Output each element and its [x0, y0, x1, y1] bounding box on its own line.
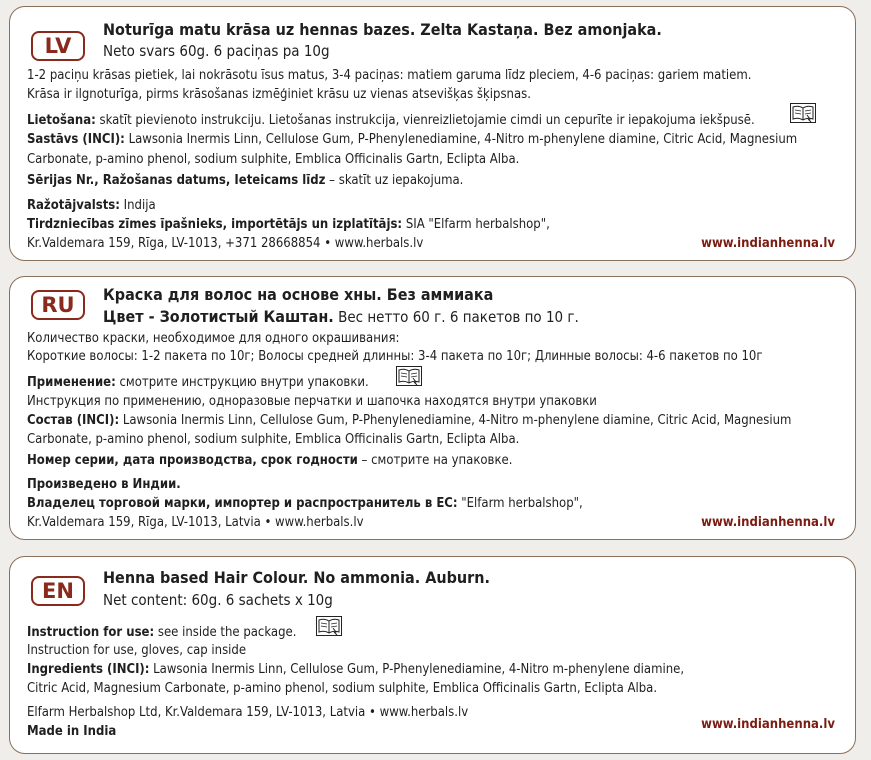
- ru-ingredients-line-1: [27, 413, 791, 429]
- lv-warning: Krāsa ir ilgnoturīga, pirms krāsošanas izmēģiniet krāsu uz vienas atsevišķas šķipsnas.: [27, 87, 531, 102]
- ru-batch-label: Номер серии, дата производства, срок годности: [27, 453, 358, 468]
- open-book-icon: [316, 616, 342, 636]
- lv-ingredients-label: Sastāvs (INCI):: [27, 132, 125, 147]
- lv-ingredients-text-1: Lawsonia Inermis Linn, Cellulose Gum, P-Phenylenediamine, 4-Nitro m-phenylene diamine, Citric Acid, Magnesium: [124, 132, 798, 147]
- lv-address: Kr.Valdemara 159, Rīga, LV-1013, +371 28668854 • www.herbals.lv: [27, 236, 424, 251]
- lv-batch-label: Sērijas Nr., Ražošanas datums, Ieteicams līdz: [27, 173, 326, 188]
- lv-origin: [27, 198, 156, 214]
- lv-ingredients-line-2: Carbonate, p-amino phenol, sodium sulphite, Emblica Officinalis Gartn, Eclipta Alba.: [27, 152, 520, 167]
- ru-owner-label: Владелец торговой марки, импортер и распространитель в ЕС:: [27, 496, 458, 511]
- en-address: Elfarm Herbalshop Ltd, Kr.Valdemara 159, LV-1013, Latvia • www.herbals.lv: [27, 705, 469, 720]
- lv-usage: [27, 113, 755, 129]
- ru-usage: [27, 375, 369, 391]
- en-title: Henna based Hair Colour. No ammonia. Auburn.: [103, 568, 490, 587]
- en-ingredients-text-1: Lawsonia Inermis Linn, Cellulose Gum, P-Phenylenediamine, 4-Nitro m-phenylene diamine,: [149, 662, 685, 677]
- en-section: [9, 556, 856, 754]
- lv-website: www.indianhenna.lv: [701, 236, 835, 251]
- lv-language-badge: LV: [31, 31, 85, 61]
- en-usage: [27, 625, 296, 641]
- lv-title: Noturīga matu krāsa uz hennas bazes. Zelta Kastaņa. Bez amonjaka.: [103, 20, 662, 39]
- ru-language-badge: RU: [31, 290, 85, 320]
- ru-color-and-net: [103, 307, 579, 327]
- lv-net-content: Neto svars 60g. 6 paciņas pa 10g: [103, 42, 330, 60]
- en-kit: Instruction for use, gloves, cap inside: [27, 643, 247, 658]
- ru-color: Цвет - Золотистый Каштан.: [103, 307, 334, 326]
- lv-owner-text: SIA "Elfarm herbalshop",: [402, 217, 550, 232]
- ru-ingredients-line-2: Carbonate, p-amino phenol, sodium sulphite, Emblica Officinalis Gartn, Eclipta Alba.: [27, 432, 520, 447]
- ru-section: [9, 276, 856, 540]
- lv-owner-label: Tirdzniecības zīmes īpašnieks, importētājs un izplatītājs:: [27, 217, 403, 232]
- en-language-badge: EN: [31, 576, 85, 606]
- lv-dosage: 1-2 paciņu krāsas pietiek, lai nokrāsotu īsus matus, 3-4 paciņas: matiem garuma līdz pleciem, 4-6 paciņas: gariem matiem.: [27, 68, 752, 83]
- en-ingredients-label: Ingredients (INCI):: [27, 662, 150, 677]
- lv-usage-label: Lietošana:: [27, 113, 96, 128]
- ru-dosage: Короткие волосы: 1-2 пакета по 10г; Волосы средней длинны: 3-4 пакета по 10г; Длинные волосы: 4-6 пакетов по 10г: [27, 349, 763, 364]
- open-book-icon: [790, 103, 816, 123]
- ru-owner-text: "Elfarm herbalshop",: [457, 496, 583, 511]
- lv-batch: [27, 173, 463, 189]
- lv-owner: [27, 217, 550, 233]
- en-usage-label: Instruction for use:: [27, 625, 155, 640]
- ru-batch-text: – смотрите на упаковке.: [357, 453, 513, 468]
- ru-usage-label: Применение:: [27, 375, 116, 390]
- lv-origin-label: Ražotājvalsts:: [27, 198, 120, 213]
- ru-net-content: Вес нетто 60 г. 6 пакетов по 10 г.: [333, 308, 579, 326]
- ru-origin: Произведено в Индии.: [27, 477, 181, 492]
- ru-website: www.indianhenna.lv: [701, 515, 835, 530]
- ru-title: Краска для волос на основе хны. Без аммиака: [103, 285, 494, 304]
- en-net-content: Net content: 60g. 6 sachets x 10g: [103, 591, 333, 609]
- ru-ingredients-label: Состав (INCI):: [27, 413, 120, 428]
- en-origin: Made in India: [27, 724, 117, 739]
- en-ingredients-line-1: [27, 662, 684, 678]
- en-website: www.indianhenna.lv: [701, 717, 835, 732]
- ru-kit: Инструкция по применению, одноразовые перчатки и шапочка находятся внутри упаковки: [27, 394, 597, 409]
- ru-ingredients-text-1: Lawsonia Inermis Linn, Cellulose Gum, P-Phenylenediamine, 4-Nitro m-phenylene diamine, Citric Acid, Magnesium: [119, 413, 792, 428]
- open-book-icon: [396, 366, 422, 386]
- en-usage-text: see inside the package.: [154, 625, 297, 640]
- lv-batch-text: – skatīt uz iepakojuma.: [325, 173, 464, 188]
- lv-usage-text: skatīt pievienoto instrukciju. Lietošanas instrukcija, vienreizlietojamie cimdi un cepurīte ir iepakojuma iekšpusē.: [95, 113, 755, 128]
- ru-amount: Количество краски, необходимое для одного окрашивания:: [27, 331, 400, 346]
- ru-owner: [27, 496, 583, 512]
- ru-usage-text: смотрите инструкцию внутри упаковки.: [115, 375, 369, 390]
- ru-address: Kr.Valdemara 159, Rīga, LV-1013, Latvia • www.herbals.lv: [27, 515, 364, 530]
- lv-origin-text: Indija: [119, 198, 156, 213]
- en-ingredients-line-2: Citric Acid, Magnesium Carbonate, p-amino phenol, sodium sulphite, Emblica Officinalis Gartn, Eclipta Alba.: [27, 681, 658, 696]
- ru-batch: [27, 453, 512, 469]
- lv-ingredients-line-1: [27, 132, 797, 148]
- lv-section: [9, 6, 856, 261]
